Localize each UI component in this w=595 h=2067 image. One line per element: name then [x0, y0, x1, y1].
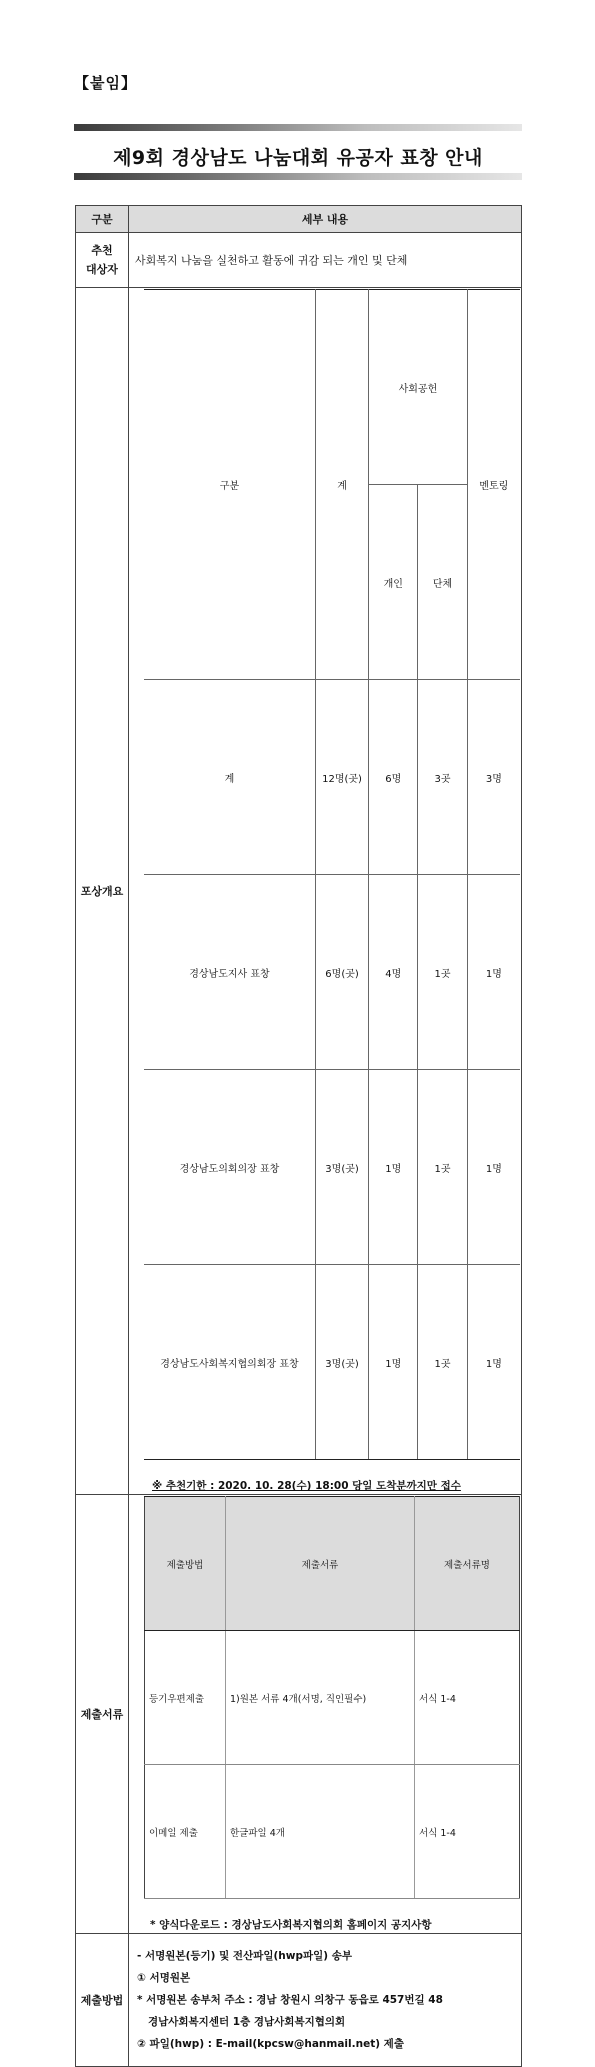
- award-group: 3곳: [418, 680, 467, 875]
- submission-line: ① 서명원본: [137, 1972, 191, 1984]
- award-row-total: [144, 680, 520, 875]
- award-mentoring: 1명: [467, 1070, 520, 1265]
- header-details: 세부 내용: [129, 206, 522, 233]
- deadline-note: ※ 추천기한 : 2020. 10. 28(수) 18:00 당일 도착분까지만 접수: [152, 1480, 461, 1492]
- documents-docs: 1)원본 서류 4개(서명, 직인필수): [226, 1631, 415, 1765]
- documents-docs: 한글파일 4개: [226, 1765, 415, 1899]
- award-header-total: 계: [315, 290, 368, 680]
- award-name: 경상남도사회복지협의회장 표창: [144, 1265, 315, 1460]
- award-mentoring: 1명: [467, 1265, 520, 1460]
- award-name: 경상남도지사 표창: [144, 875, 315, 1070]
- header-category: 구분: [76, 206, 129, 233]
- documents-table: [144, 1496, 520, 1899]
- award-header-group: 단체: [418, 485, 467, 680]
- award-header-mentoring: 멘토링: [467, 290, 520, 680]
- documents-row: [76, 1495, 522, 1934]
- submission-content: [129, 1934, 522, 2067]
- award-header-row: [144, 290, 520, 485]
- award-individual: 6명: [369, 680, 418, 875]
- submission-line: - 서명원본(등기) 및 전산파일(hwp파일) 송부: [137, 1950, 353, 1962]
- award-summary-table: [144, 289, 520, 1460]
- award-group: 1곳: [418, 1265, 467, 1460]
- award-total: 3명(곳): [315, 1070, 368, 1265]
- info-table-header: [76, 206, 522, 233]
- award-header-contribution: 사회공헌: [369, 290, 468, 485]
- submission-line: * 서명원본 송부처 주소 : 경남 창원시 의창구 동읍로 457번길 48: [137, 1994, 443, 2006]
- recommend-content: 사회복지 나눔을 실천하고 활동에 귀감 되는 개인 및 단체: [129, 233, 522, 288]
- award-header-individual: 개인: [369, 485, 418, 680]
- award-mentoring: 1명: [467, 875, 520, 1070]
- recommend-label-line2: 대상자: [86, 263, 118, 276]
- award-total: 12명(곳): [315, 680, 368, 875]
- award-group: 1곳: [418, 875, 467, 1070]
- info-table: [75, 205, 522, 2067]
- award-total: 3명(곳): [315, 1265, 368, 1460]
- award-label: 포상개요: [76, 288, 129, 1495]
- submission-line: 경남사회복지센터 1층 경남사회복지협의회: [137, 2016, 346, 2028]
- award-row-council: [144, 1070, 520, 1265]
- documents-form: 서식 1-4: [415, 1765, 520, 1899]
- award-name: 경상남도의회의장 표창: [144, 1070, 315, 1265]
- submission-label: 제출방법: [76, 1934, 129, 2067]
- title-bottom-bar: [74, 173, 522, 180]
- documents-header-method: 제출방법: [145, 1497, 226, 1631]
- documents-form: 서식 1-4: [415, 1631, 520, 1765]
- documents-header-form: 제출서류명: [415, 1497, 520, 1631]
- documents-method: 등기우편제출: [145, 1631, 226, 1765]
- download-note: * 양식다운로드 : 경상남도사회복지협의회 홈페이지 공지사항: [150, 1919, 432, 1931]
- recommend-label: [76, 233, 129, 288]
- submission-line: ② 파일(hwp) : E-mail(kpcsw@hanmail.net) 제출: [137, 2038, 404, 2050]
- award-individual: 1명: [369, 1265, 418, 1460]
- attachment-label: 【붙임】: [74, 74, 137, 92]
- recommend-label-line1: 추천: [91, 244, 113, 257]
- award-group: 1곳: [418, 1070, 467, 1265]
- page-title: 제9회 경상남도 나눔대회 유공자 표창 안내: [113, 147, 483, 169]
- award-row: [76, 288, 522, 1495]
- recommend-row: [76, 233, 522, 288]
- award-content: [129, 288, 522, 1495]
- award-header-category: 구분: [144, 290, 315, 680]
- award-mentoring: 3명: [467, 680, 520, 875]
- documents-content: [129, 1495, 522, 1934]
- award-row-welfare: [144, 1265, 520, 1460]
- documents-header-docs: 제출서류: [226, 1497, 415, 1631]
- documents-method: 이메일 제출: [145, 1765, 226, 1899]
- award-individual: 1명: [369, 1070, 418, 1265]
- title-top-bar: [74, 124, 522, 131]
- documents-label: 제출서류: [76, 1495, 129, 1934]
- award-row-governor: [144, 875, 520, 1070]
- submission-row: [76, 1934, 522, 2067]
- documents-header-row: [145, 1497, 520, 1631]
- award-individual: 4명: [369, 875, 418, 1070]
- documents-row-mail: [145, 1631, 520, 1765]
- award-total: 6명(곳): [315, 875, 368, 1070]
- documents-row-email: [145, 1765, 520, 1899]
- award-name: 계: [144, 680, 315, 875]
